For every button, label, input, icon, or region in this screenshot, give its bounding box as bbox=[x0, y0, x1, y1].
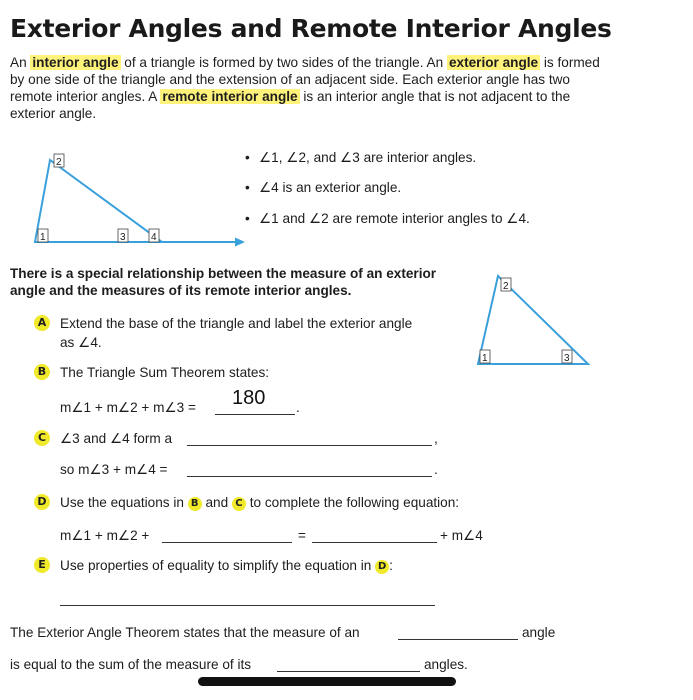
theorem-word-angle: angle bbox=[522, 625, 556, 640]
answer-blank-d1[interactable] bbox=[162, 542, 292, 543]
triangle-figure-plain bbox=[474, 270, 594, 368]
step-badge-b: B bbox=[34, 364, 50, 380]
comma: , bbox=[434, 431, 438, 446]
step-badge-c: C bbox=[34, 430, 50, 446]
list-item: • ∠4 is an exterior angle. bbox=[245, 180, 402, 195]
answer-blank-b[interactable] bbox=[215, 414, 295, 415]
triangle-figure-exterior bbox=[30, 150, 245, 250]
equals-sign: = bbox=[298, 528, 306, 543]
theorem-sentence-1: The Exterior Angle Theorem states that the measure of an bbox=[10, 625, 360, 640]
step-d-eq-end: + m∠4 bbox=[440, 528, 483, 543]
answer-180: 180 bbox=[232, 387, 266, 409]
angle-label-4: 4 bbox=[151, 232, 157, 243]
step-badge-a: A bbox=[34, 315, 50, 331]
angle-label-3: 3 bbox=[120, 232, 126, 243]
theorem-sentence-2: is equal to the sum of the measure of its bbox=[10, 657, 252, 672]
list-item: • ∠1 and ∠2 are remote interior angles to ∠4. bbox=[245, 211, 530, 226]
scroll-indicator[interactable] bbox=[198, 677, 456, 686]
period: . bbox=[296, 400, 300, 415]
step-c-text: ∠3 and ∠4 form a bbox=[60, 431, 173, 446]
angle-label-1: 1 bbox=[482, 353, 488, 364]
step-badge-e: E bbox=[34, 557, 50, 573]
answer-blank-c2[interactable] bbox=[187, 476, 432, 477]
step-b-text: The Triangle Sum Theorem states: bbox=[60, 365, 270, 380]
step-c-equation: so m∠3 + m∠4 = bbox=[60, 462, 168, 477]
ref-badge-c: C bbox=[232, 497, 246, 511]
angle-label-2: 2 bbox=[503, 281, 509, 292]
angle-label-3: 3 bbox=[564, 353, 570, 364]
theorem-word-angles: angles. bbox=[424, 657, 468, 672]
relationship-heading: There is a special relationship between the measure of an exterior angle and the measures of its remote interior angles. bbox=[10, 266, 437, 298]
page-title: Exterior Angles and Remote Interior Angles bbox=[10, 14, 612, 43]
step-d-eq-start: m∠1 + m∠2 + bbox=[60, 528, 150, 543]
intro-paragraph: An interior angle of a triangle is formed by two sides of the triangle. An exterior angle is formed by one side of the triangle and the extension of an adjacent side. Each exterior angle has two remote interior angles. A remote interior angle is an interior angle that is not adjacent to the exterior angle. bbox=[10, 55, 600, 121]
angle-label-1: 1 bbox=[40, 232, 46, 243]
triangle-sum-equation: m∠1 + m∠2 + m∠3 = bbox=[60, 400, 196, 415]
list-item: • ∠1, ∠2, and ∠3 are interior angles. bbox=[245, 150, 477, 165]
answer-blank-d2[interactable] bbox=[312, 542, 437, 543]
answer-blank-c1[interactable] bbox=[187, 445, 432, 446]
arrow-head-icon bbox=[235, 238, 245, 247]
ref-badge-d: D bbox=[375, 560, 389, 574]
term-remote-interior-angle: remote interior angle bbox=[162, 89, 298, 104]
triangle-shape bbox=[35, 160, 162, 242]
step-d-text: Use the equations in B and C to complete the following equation: bbox=[60, 495, 460, 510]
answer-blank-e[interactable] bbox=[60, 605, 435, 606]
answer-blank-theorem-1[interactable] bbox=[398, 639, 518, 640]
step-e-text: Use properties of equality to simplify the equation in D : bbox=[60, 558, 393, 573]
ref-badge-b: B bbox=[188, 497, 202, 511]
step-badge-d: D bbox=[34, 494, 50, 510]
period: . bbox=[434, 462, 438, 477]
term-exterior-angle: exterior angle bbox=[448, 55, 539, 70]
angle-label-2: 2 bbox=[56, 157, 62, 168]
answer-blank-theorem-2[interactable] bbox=[277, 671, 420, 672]
term-interior-angle: interior angle bbox=[32, 55, 119, 70]
step-a-text-cont: as ∠4. bbox=[60, 335, 102, 350]
step-a-text: Extend the base of the triangle and label the exterior angle bbox=[60, 316, 413, 331]
